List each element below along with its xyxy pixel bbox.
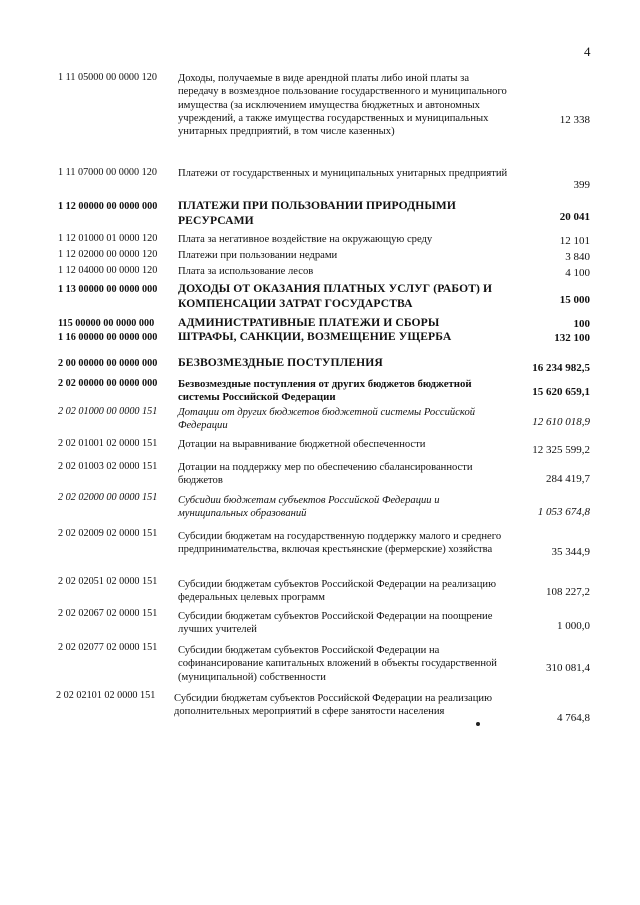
row-description: АДМИНИСТРАТИВНЫЕ ПЛАТЕЖИ И СБОРЫ — [178, 316, 440, 329]
row-description: Субсидии бюджетам субъектов Российской Федерации на реализацию дополнительных мероприятий в сфере занятости населения — [174, 693, 492, 718]
row-description: Дотации на выравнивание бюджетной обеспеченности — [178, 439, 426, 450]
row-description: ДОХОДЫ ОТ ОКАЗАНИЯ ПЛАТНЫХ УСЛУГ (РАБОТ) И КОМПЕНСАЦИИ ЗАТРАТ ГОСУДАРСТВА — [178, 282, 493, 310]
row-amount: 4 100 — [565, 267, 590, 279]
row-amount: 15 000 — [559, 294, 590, 306]
budget-code: 1 12 02000 00 0000 120 — [58, 249, 158, 260]
row-amount: 100 — [573, 318, 590, 330]
budget-code: 1 12 00000 00 0000 000 — [58, 201, 158, 212]
row-description: Субсидии бюджетам субъектов Российской Федерации на софинансирование капитальных вложений в объекты государственной (муниципальной) собственности — [178, 645, 497, 683]
budget-code: 1 12 01000 01 0000 120 — [58, 233, 158, 244]
row-amount: 310 081,4 — [546, 662, 590, 674]
row-description: Доходы, получаемые в виде арендной платы либо иной платы за передачу в возмездное пользование государственного и муниципального имущества (за исключением имущества бюджетных и автономных учреждений, а также имущества государственных и муниципальных унитарных предприятий, в том числе казенных) — [178, 73, 507, 138]
row-amount: 284 419,7 — [546, 473, 590, 485]
budget-code: 115 00000 00 0000 000 — [58, 318, 155, 329]
budget-code: 2 02 02051 02 0000 151 — [58, 576, 158, 587]
row-amount: 15 620 659,1 — [532, 386, 590, 398]
row-description: Субсидии бюджетам субъектов Российской Федерации на поощрение лучших учителей — [178, 611, 493, 636]
budget-code: 2 02 02000 00 0000 151 — [58, 492, 158, 503]
budget-code: 2 02 02101 02 0000 151 — [56, 690, 156, 701]
row-amount: 12 325 599,2 — [532, 444, 590, 456]
row-amount: 132 100 — [554, 332, 590, 344]
row-amount: 4 764,8 — [557, 712, 590, 724]
row-amount: 3 840 — [565, 251, 590, 263]
row-description: Субсидии бюджетам на государственную поддержку малого и среднего предпринимательства, включая крестьянские (фермерские) хозяйства — [178, 531, 502, 556]
row-amount: 12 338 — [559, 114, 590, 126]
row-description: Безвозмездные поступления от других бюджетов бюджетной системы Российской Федерации — [178, 378, 472, 404]
row-amount: 399 — [573, 179, 590, 191]
page-number: 4 — [584, 44, 591, 59]
row-description: БЕЗВОЗМЕЗДНЫЕ ПОСТУПЛЕНИЯ — [178, 356, 383, 369]
row-amount: 1 053 674,8 — [537, 506, 590, 518]
row-amount: 35 344,9 — [551, 546, 590, 558]
row-amount: 16 234 982,5 — [532, 362, 590, 374]
budget-code: 2 02 00000 00 0000 000 — [58, 378, 158, 389]
row-description: Дотации на поддержку мер по обеспечению сбалансированности бюджетов — [178, 462, 473, 487]
row-description: ПЛАТЕЖИ ПРИ ПОЛЬЗОВАНИИ ПРИРОДНЫМИ РЕСУРСАМИ — [178, 199, 456, 227]
row-amount: 20 041 — [559, 211, 590, 223]
budget-code: 1 11 05000 00 0000 120 — [58, 72, 157, 83]
row-description: Плата за негативное воздействие на окружающую среду — [178, 234, 433, 245]
budget-code: 1 13 00000 00 0000 000 — [58, 284, 158, 295]
budget-code: 1 11 07000 00 0000 120 — [58, 167, 157, 178]
row-amount: 12 101 — [559, 235, 590, 247]
row-description: Плата за использование лесов — [178, 266, 314, 277]
row-description: Субсидии бюджетам субъектов Российской Федерации и муниципальных образований — [178, 495, 440, 520]
budget-code: 2 02 02067 02 0000 151 — [58, 608, 158, 619]
budget-code: 1 12 04000 00 0000 120 — [58, 265, 158, 276]
budget-code: 2 02 02077 02 0000 151 — [58, 642, 158, 653]
budget-code: 2 02 01003 02 0000 151 — [58, 461, 158, 472]
scan-mark — [476, 722, 480, 726]
row-amount: 1 000,0 — [557, 620, 590, 632]
budget-code: 1 16 00000 00 0000 000 — [58, 332, 158, 343]
row-description: Субсидии бюджетам субъектов Российской Федерации на реализацию федеральных целевых программ — [178, 579, 496, 604]
row-description: ШТРАФЫ, САНКЦИИ, ВОЗМЕЩЕНИЕ УЩЕРБА — [178, 330, 452, 343]
budget-code: 2 02 02009 02 0000 151 — [58, 528, 158, 539]
budget-code: 2 00 00000 00 0000 000 — [58, 358, 158, 369]
budget-code: 2 02 01000 00 0000 151 — [58, 406, 158, 417]
row-description: Платежи при пользовании недрами — [178, 250, 338, 261]
row-amount: 12 610 018,9 — [532, 416, 590, 428]
row-amount: 108 227,2 — [546, 586, 590, 598]
row-description: Дотации от других бюджетов бюджетной системы Российской Федерации — [178, 407, 476, 432]
row-description: Платежи от государственных и муниципальных унитарных предприятий — [178, 168, 508, 179]
budget-code: 2 02 01001 02 0000 151 — [58, 438, 158, 449]
